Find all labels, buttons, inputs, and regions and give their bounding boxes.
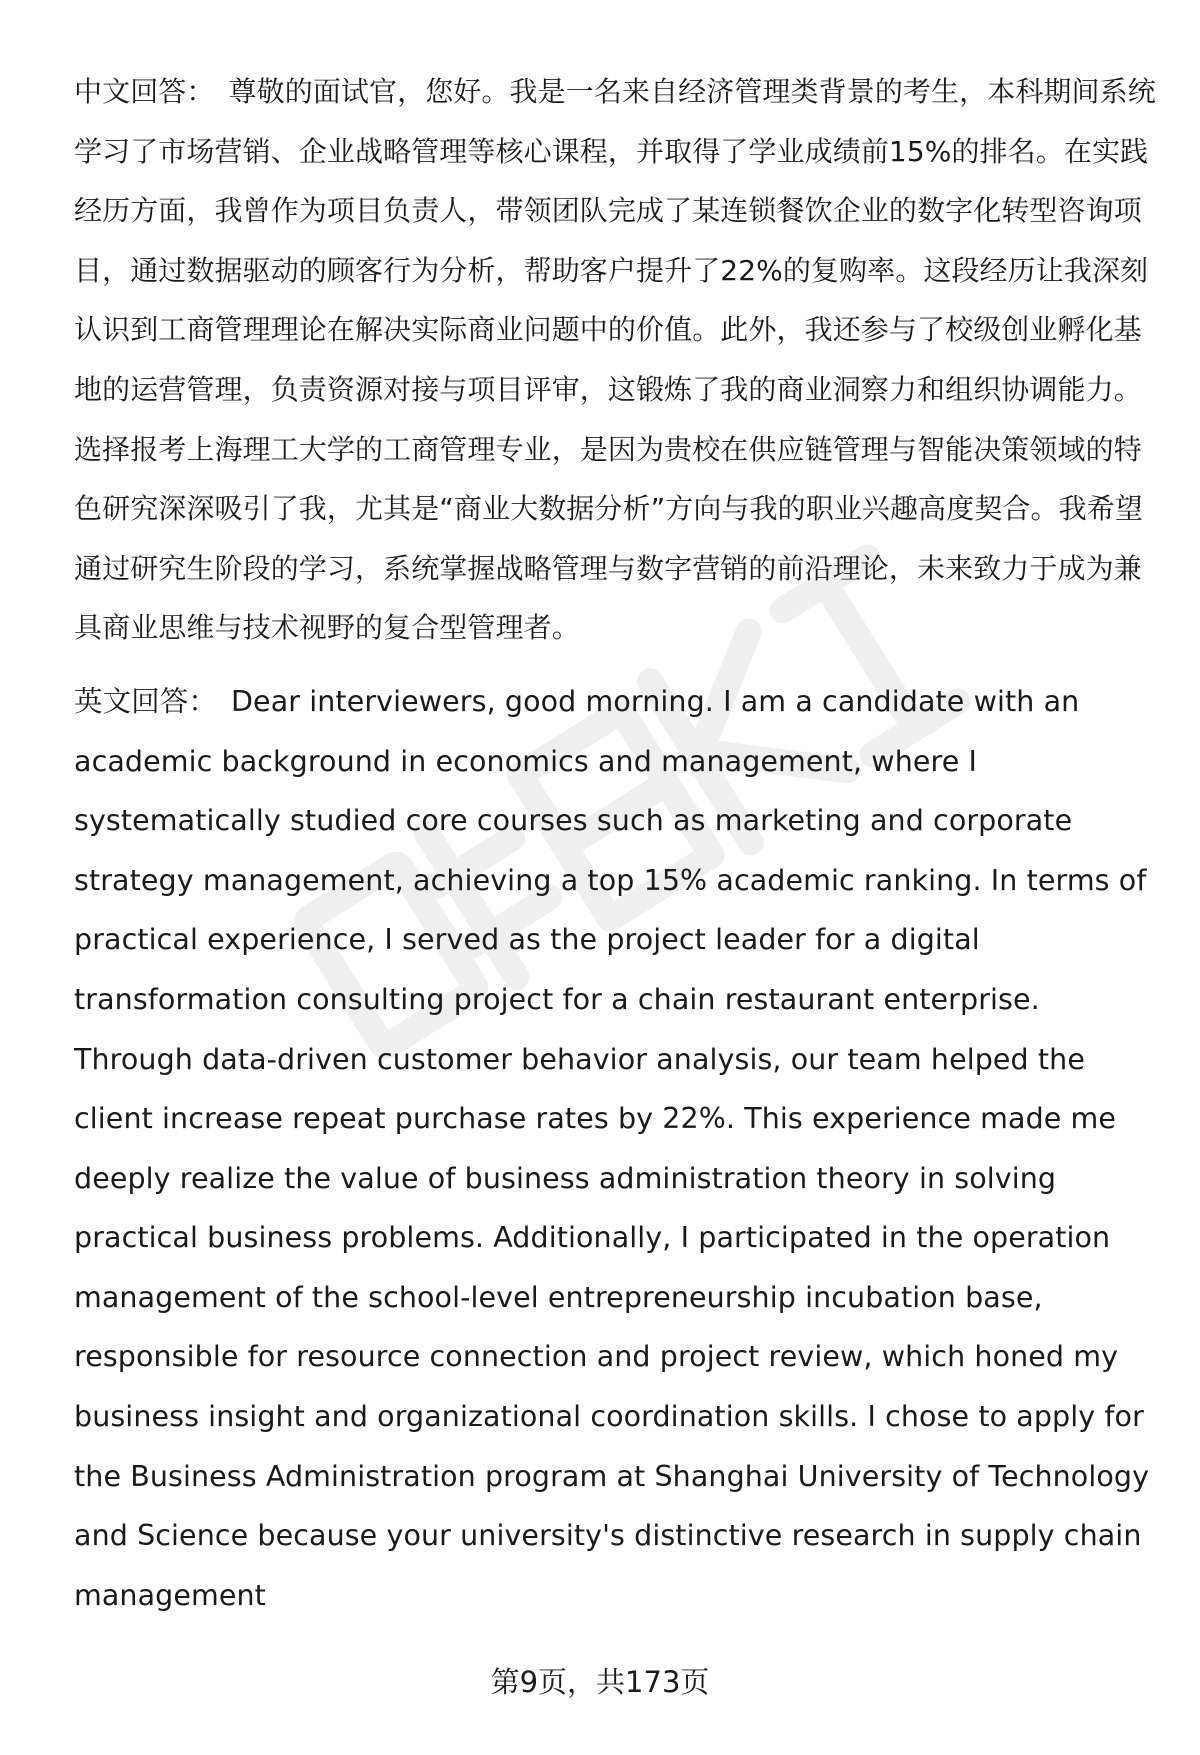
- chinese-answer-paragraph: [74, 62, 1156, 658]
- chinese-answer-label: 中文回答：: [74, 75, 215, 108]
- english-answer-text: Dear interviewers, good morning. I am a candidate with an academic background in economics and management, where I systematically studied core courses such as marketing and corporate strategy management, achieving a top 15% academic ranking. In terms of practical experience, I served as the project leader for a digital transformation consulting project for a chain restaurant enterprise. Through data-driven customer behavior analysis, our team helped the client increase repeat purchase rates by 22%. This experience made me deeply realize the value of business administration theory in solving practical business problems. Additionally, I participated in the operation management of the school-level entrepreneurship incubation base, responsible for resource connection and project review, which honed my business insight and organizational coordination skills. I chose to apply for the Business Administration program at Shanghai University of Technology and Science because your university's distinctive research in supply chain management: [74, 684, 1150, 1612]
- page-number-footer: 第9页，共173页: [490, 1665, 710, 1699]
- chinese-answer-text: 尊敬的面试官，您好。我是一名来自经济管理类背景的考生，本科期间系统学习了市场营销、企业战略管理等核心课程，并取得了学业成绩前15%的排名。在实践经历方面，我曾作为项目负责人，带领团队完成了某连锁餐饮企业的数字化转型咨询项目，通过数据驱动的顾客行为分析，帮助客户提升了22%的复购率。这段经历让我深刻认识到工商管理理论在解决实际商业问题中的价值。此外，我还参与了校级创业孵化基地的运营管理，负责资源对接与项目评审，这锻炼了我的商业洞察力和组织协调能力。选择报考上海理工大学的工商管理专业，是因为贵校在供应链管理与智能决策领域的特色研究深深吸引了我，尤其是“商业大数据分析”方向与我的职业兴趣高度契合。我希望通过研究生阶段的学习，系统掌握战略管理与数字营销的前沿理论，未来致力于成为兼具商业思维与技术视野的复合型管理者。: [74, 75, 1156, 645]
- content-area: [74, 62, 1156, 1625]
- english-answer-label: 英文回答：: [74, 684, 218, 718]
- english-answer-paragraph: [74, 672, 1156, 1626]
